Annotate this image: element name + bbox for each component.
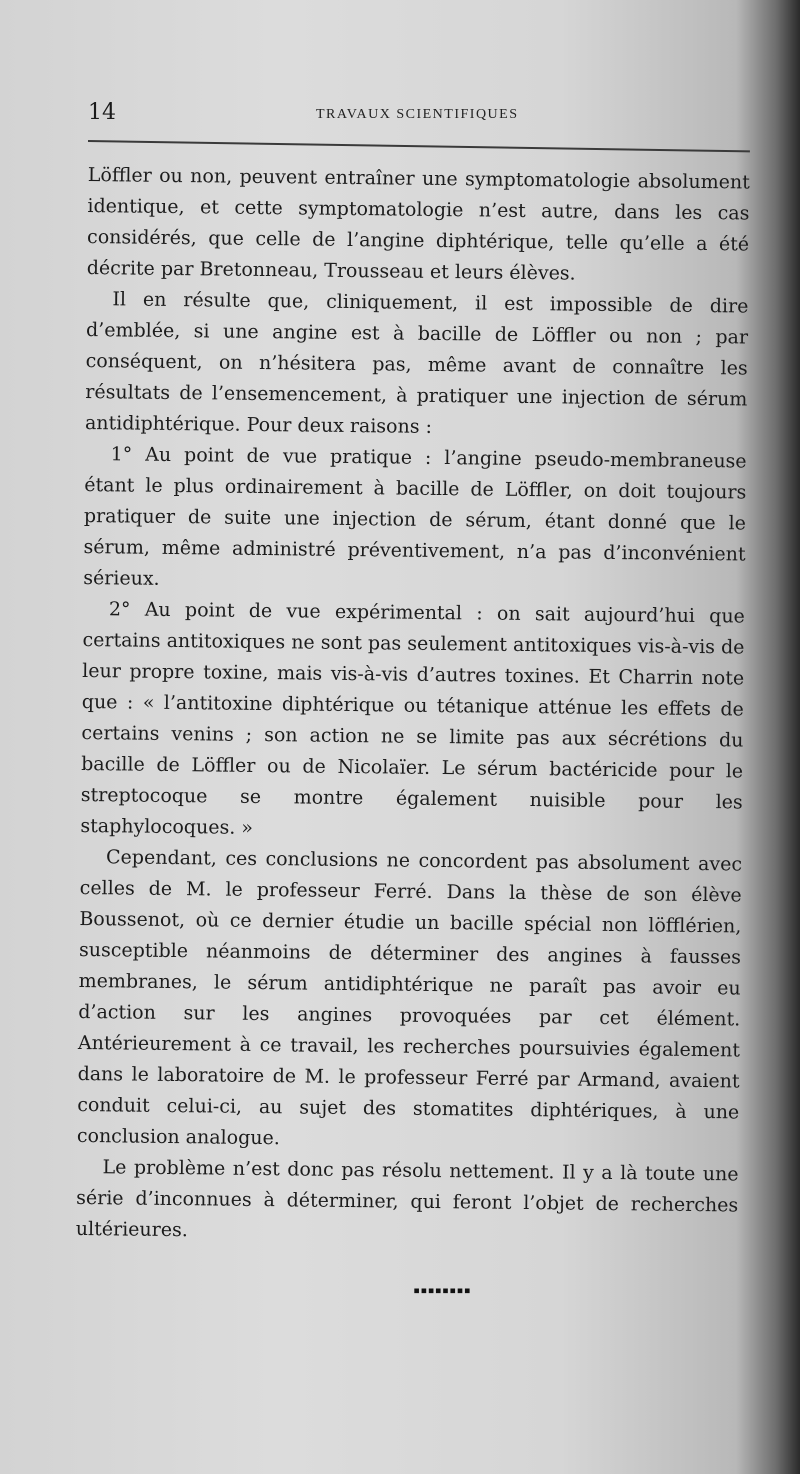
paragraph-1: Löffler ou non, peuvent entraîner une symptomatologie absolument identique, et cette symptomatologie n’est autre, dans les cas considérés, que celle de l’angine diphtérique, telle qu’elle a été décrite par Bretonneau, Trousseau et leurs élèves. [86,163,750,285]
paragraph-6: Le problème n’est donc pas résolu nettement. Il y a là toute une série d’inconnues à déterminer, qui feront l’objet de recherches ultérieures. [75,1156,739,1242]
paragraph-3: 1° Au point de vue pratique : l’angine pseudo-membraneuse étant le plus ordinairement à bacille de Löffler, on doit toujours pratiquer de suite une injection de sérum, étant donné que le sérum, même administré préventivement, n’a pas d’inconvénient sérieux. [83,443,747,590]
body-text [76,160,750,1252]
running-title: TRAVAUX SCIENTIFIQUES [316,107,519,122]
paragraph-5: Cependant, ces conclusions ne concordent pas absolument avec celles de M. le professeur Ferré. Dans la thèse de son élève Boussenot, où ce dernier étudie un bacille spécial non löfflérien, susceptible néanmoins de déterminer des angines à fausses membranes, le sérum antidiphtérique ne paraît pas avoir eu d’action sur les angines provoquées par cet élément. Antérieurement à ce travail, les recherches poursuivies également dans le laboratoire de M. le professeur Ferré par Armand, avaient conduit celui-ci, au sujet des stomatites diphtériques, à une conclusion analogue. [76,846,743,1150]
page-number: 14 [88,100,116,125]
paragraph-4: 2° Au point de vue expérimental : on sait aujourd’hui que certains antitoxiques ne sont pas seulement antitoxiques vis-à-vis de leur propre toxine, mais vis-à-vis d’autres toxines. Et Charrin note que : « l’antitoxine diphtérique ou tétanique atténue les effets de certains venins ; son action ne se limite pas aux sécrétions du bacille de Löffler ou de Nicolaïer. Le sérum bactéricide pour le streptocoque se montre également nuisible pour les staphylocoques. » [80,598,745,839]
paragraph-2: Il en résulte que, cliniquement, il est impossible de dire d’emblée, si une angine est à bacille de Löffler ou non ; par conséquent, on n’hésitera pas, même avant de connaître les résultats de l’ensemencement, à pratiquer une injection de sérum antidiphtérique. Pour deux raisons : [84,288,749,438]
end-ornament: ▪▪▪▪▪▪▪▪ [413,1283,471,1297]
